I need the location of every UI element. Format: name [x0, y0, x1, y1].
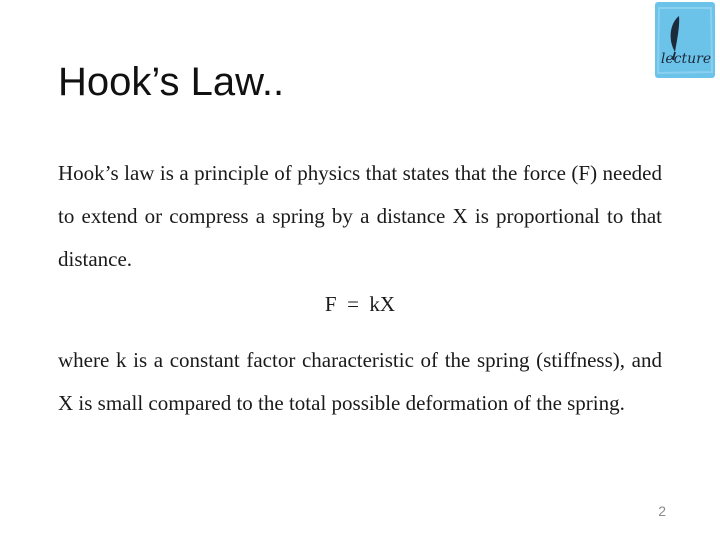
- slide-title: Hook’s Law..: [58, 60, 285, 104]
- logo-text: lecture: [660, 51, 712, 67]
- definition-paragraph: Hook’s law is a principle of physics that states that the force (F) needed to extend or compress a spring by a distance X is proportional to that distance.: [58, 161, 662, 271]
- explanation-paragraph: where k is a constant factor characteristic of the spring (stiffness), and X is small compared to the total possible deformation of the spring.: [58, 348, 662, 415]
- lecture-logo: [655, 2, 715, 78]
- page-number: 2: [658, 503, 666, 519]
- quill-pen-logo-icon: [655, 2, 715, 78]
- hookes-law-formula: F = kX: [324, 292, 396, 316]
